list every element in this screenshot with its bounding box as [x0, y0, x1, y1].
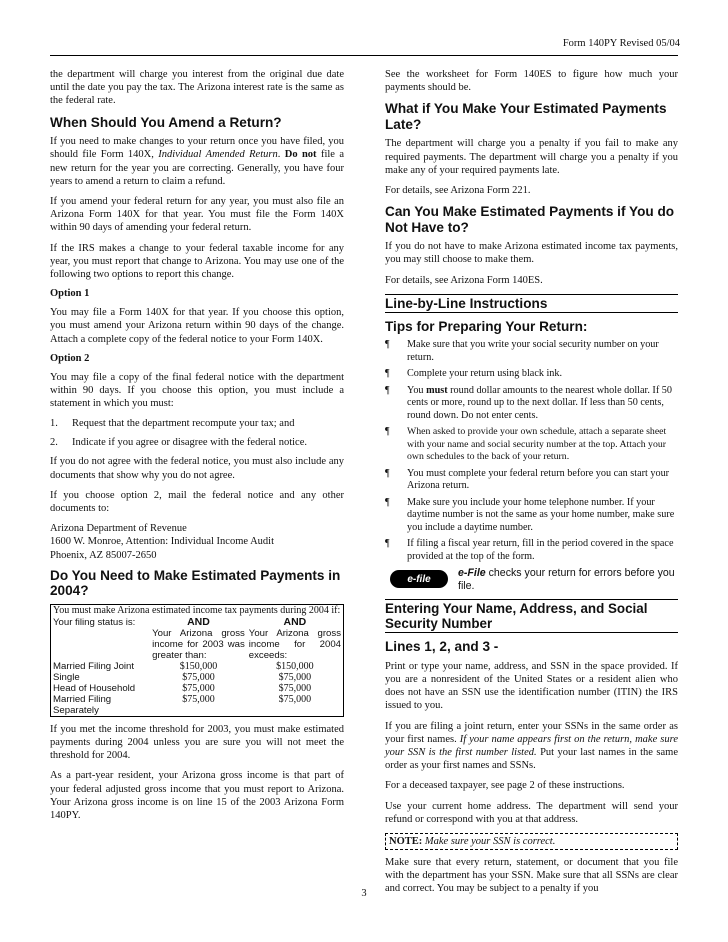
col-2003-header: Your Arizona gross income for 2003 was greater than: — [152, 627, 245, 661]
list-item: ¶ Make sure that you write your social security number on your return. — [385, 339, 659, 363]
list-item: ¶ You must round dollar amounts to the nearest whole dollar. If 50 cents or more, round up to the next dollar. If less than 50 cents, round down. Do not enter cents. — [385, 384, 672, 421]
right-column — [385, 68, 678, 903]
amend-paragraph-1: If you need to make changes to your return once you have filed, you should file Form 140X, Individual Amended Return. Do not file a new return for the year you are correcting. Generally, you have four years to amend a return to claim a refund. — [50, 136, 345, 187]
pilcrow-icon: ¶ — [385, 339, 390, 351]
page-number: 3 — [361, 888, 367, 899]
pilcrow-icon: ¶ — [385, 538, 390, 550]
efile-logo: e-file — [390, 570, 448, 588]
heading-lines-1-3: Lines 1, 2, and 3 - — [385, 639, 499, 655]
list-item: ¶ If filing a fiscal year return, fill in the period covered in the space provided at the top of the form. — [385, 538, 674, 562]
table-row: Married Filing Joint $150,000 $150,000 — [53, 660, 314, 672]
heading-amend: When Should You Amend a Return? — [50, 114, 282, 130]
filing-status-label: Your filing status is: — [53, 616, 136, 628]
list-item: ¶ Complete your return using black ink. — [385, 368, 563, 380]
list-item: ¶ When asked to provide your own schedule, attach a separate sheet with your name and social security number at the top. Attach your own schedules to the back of your return. — [385, 426, 667, 463]
choose-option-2-paragraph: If you choose option 2, mail the federal notice and any other documents to: — [50, 489, 344, 514]
deceased-paragraph: For a deceased taxpayer, see page 2 of these instructions. — [385, 780, 625, 792]
heading-late-payments: What if You Make Your Estimated Payments Late? — [385, 101, 667, 132]
part-year-paragraph: As a part-year resident, your Arizona gross income is that part of your federal adjusted gross income that you must report to Arizona. Your Arizona gross income is on line 15 of the 2003 Arizona Form 140PY. — [50, 770, 344, 821]
print-paragraph: Print or type your name, address, and SSN in the space provided. If you are a nonresident of the United States or a resident alien who does not have an SSN use the identification number (ITIN) the IRS issued to you. — [385, 660, 678, 712]
address-paragraph: Use your current home address. The department will send your refund or correspond with you at that address. — [385, 800, 678, 825]
list-item: 1. Request that the department recompute your tax; and — [50, 418, 295, 430]
pilcrow-icon: ¶ — [385, 496, 390, 508]
address-line: Arizona Department of Revenue — [50, 523, 187, 535]
table-row: Single $75,000 $75,000 — [53, 671, 312, 683]
table-row: Head of Household $75,000 $75,000 — [53, 682, 312, 694]
form-header: Form 140PY Revised 05/04 — [562, 38, 680, 49]
estimated-payments-table — [50, 604, 344, 717]
left-column — [50, 68, 344, 829]
heading-optional-payments: Can You Make Estimated Payments if You do Not Have to? — [385, 204, 675, 235]
worksheet-paragraph: See the worksheet for Form 140ES to figure how much your payments should be. — [385, 69, 678, 94]
list-item: ¶ You must complete your federal return before you can start your Arizona return. — [385, 467, 670, 492]
late-paragraph: The department will charge you a penalty if you fail to make any required payments. The department will charge you a penalty if you make any of your required payments late. — [385, 138, 678, 176]
form-140es-paragraph: For details, see Arizona Form 140ES. — [385, 274, 543, 286]
joint-return-paragraph: If you are filing a joint return, enter your SSNs in the same order as your first names. If your name appears first on the return, make sure your SSN is the first number listed. Put your last names in the same order as your first names and SSNs. — [385, 720, 678, 772]
amend-paragraph-3: If the IRS makes a change to your federal taxable income for any year, you must report that change to Arizona. You may use one of the following two options to report this change. — [50, 242, 344, 280]
and-label: AND — [187, 615, 210, 628]
intro-paragraph: the department will charge you interest from the original due date until the date you pay the tax. The Arizona interest rate is the same as the federal rate. — [50, 69, 344, 107]
optional-paragraph: If you do not have to make Arizona estimated income tax payments, you may still choose to make them. — [385, 241, 678, 266]
table-intro: You must make Arizona estimated income tax payments during 2004 if: — [53, 604, 341, 616]
option-1-paragraph: You may file a Form 140X for that year. If you choose this option, you must amend your Arizona return within 90 days of the change. Attach a complete copy of the federal notice to your Form 140X. — [50, 307, 344, 345]
ssn-note: NOTE: Make sure your SSN is correct. — [385, 833, 678, 850]
pilcrow-icon: ¶ — [385, 467, 390, 479]
option-2-paragraph: You may file a copy of the final federal notice with the department within 90 days. If you choose this option, you must include a statement in which you must: — [50, 371, 344, 410]
heading-tips: Tips for Preparing Your Return: — [385, 318, 588, 334]
table-row: Married Filing Separately $75,000 $75,000 — [53, 693, 312, 716]
option-1-label: Option 1 — [50, 288, 90, 300]
and-label: AND — [283, 615, 307, 628]
pilcrow-icon: ¶ — [385, 384, 390, 396]
col-2004-header: Your Arizona gross income for 2004 exceeds: — [248, 627, 341, 661]
efile-callout — [385, 567, 678, 593]
section-heading-line-by-line: Line-by-Line Instructions — [385, 294, 678, 313]
mailing-address — [50, 522, 344, 562]
amend-paragraph-2: If you amend your federal return for any year, you must also file an Arizona Form 140X for that year. You must file the Form 140X within 90 days of amending your federal return. — [50, 195, 344, 234]
list-item: ¶ Make sure you include your home telephone number. If your daytime number is not the same as your home number, make sure you include a daytime number. — [385, 496, 675, 533]
threshold-paragraph: If you met the income threshold for 2003, you must make estimated payments during 2004 unless you are sure you will not meet the threshold for 2004. — [50, 723, 344, 762]
header-rule — [50, 55, 678, 56]
heading-estimated-payments: Do You Need to Make Estimated Payments in 2004? — [50, 567, 341, 599]
ssn-paragraph: Make sure that every return, statement, or document that you file with the department has your SSN. Make sure that all SSNs are clear and correct. You may be subject to a penalty if you — [385, 857, 678, 895]
list-item: 2. Indicate if you agree or disagree with the federal notice. — [50, 437, 307, 449]
disagree-paragraph: If you do not agree with the federal notice, you must also include any documents that show why you do not agree. — [50, 456, 344, 481]
pilcrow-icon: ¶ — [385, 426, 390, 438]
form-221-paragraph: For details, see Arizona Form 221. — [385, 185, 531, 197]
section-heading-name-address: Entering Your Name, Address, and Social Security Number — [385, 599, 678, 633]
option-2-label: Option 2 — [50, 352, 90, 364]
address-line: 1600 W. Monroe, Attention: Individual Income Audit — [50, 536, 274, 548]
efile-text: e-File checks your return for errors before you file. — [458, 567, 675, 593]
pilcrow-icon: ¶ — [385, 368, 390, 380]
address-line: Phoenix, AZ 85007-2650 — [50, 549, 157, 561]
